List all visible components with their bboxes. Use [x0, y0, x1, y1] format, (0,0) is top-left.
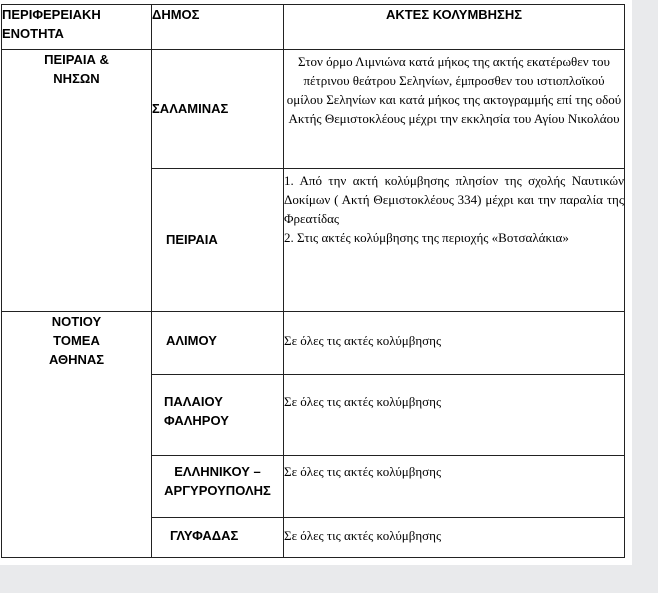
municipality-cell: ΣΑΛΑΜΙΝΑΣ	[152, 49, 284, 169]
beaches-cell: Σε όλες τις ακτές κολύμβησης	[284, 518, 625, 558]
table-row	[2, 49, 625, 169]
region-cell: ΝΟΤΙΟΥ ΤΟΜΕΑ ΑΘΗΝΑΣ	[2, 311, 152, 557]
table-row	[2, 311, 625, 374]
header-row	[2, 5, 625, 50]
header-municipality: ΔΗΜΟΣ	[152, 5, 284, 50]
municipality-cell: ΑΛΙΜΟΥ	[152, 311, 284, 374]
beaches-cell: Σε όλες τις ακτές κολύμβησης	[284, 311, 625, 374]
bathing-beaches-table	[1, 4, 625, 558]
beaches-cell: Στον όρμο Λιμνιώνα κατά μήκος της ακτής εκατέρωθεν του πέτρινου θεάτρου Σεληνίων, έμπροσθεν του ιστιοπλοϊκού ομίλου Σεληνίων και κατά μήκος της ακτογραμμής επί της οδού Ακτής Θεμιστοκλέους μέχρι την εκκλησία του Αγίου Νικολάου	[284, 49, 625, 169]
beaches-cell	[284, 169, 625, 311]
beach-list-item: 1. Από την ακτή κολύμβησης πλησίον της σχολής Ναυτικών Δοκίμων ( Ακτή Θεμιστοκλέους 334) μέχρι και την παραλία της Φρεατίδας	[284, 173, 624, 227]
beach-list-item: 2. Στις ακτές κολύμβησης της περιοχής «Βοτσαλάκια»	[284, 230, 569, 246]
municipality-cell: ΕΛΛΗΝΙΚΟΥ – ΑΡΓΥΡΟΥΠΟΛΗΣ	[152, 456, 284, 518]
municipality-cell: ΓΛΥΦΑΔΑΣ	[152, 518, 284, 558]
region-cell: ΠΕΙΡΑΙΑ & ΝΗΣΩΝ	[2, 49, 152, 311]
municipality-cell: ΠΕΙΡΑΙΑ	[152, 169, 284, 311]
municipality-cell: ΠΑΛΑΙΟΥ ΦΑΛΗΡΟΥ	[152, 375, 284, 456]
beaches-cell: Σε όλες τις ακτές κολύμβησης	[284, 375, 625, 456]
beaches-cell: Σε όλες τις ακτές κολύμβησης	[284, 456, 625, 518]
header-beaches: ΑΚΤΕΣ ΚΟΛΥΜΒΗΣΗΣ	[284, 5, 625, 50]
header-region: ΠΕΡΙΦΕΡΕΙΑΚΗ ΕΝΟΤΗΤΑ	[2, 5, 152, 50]
